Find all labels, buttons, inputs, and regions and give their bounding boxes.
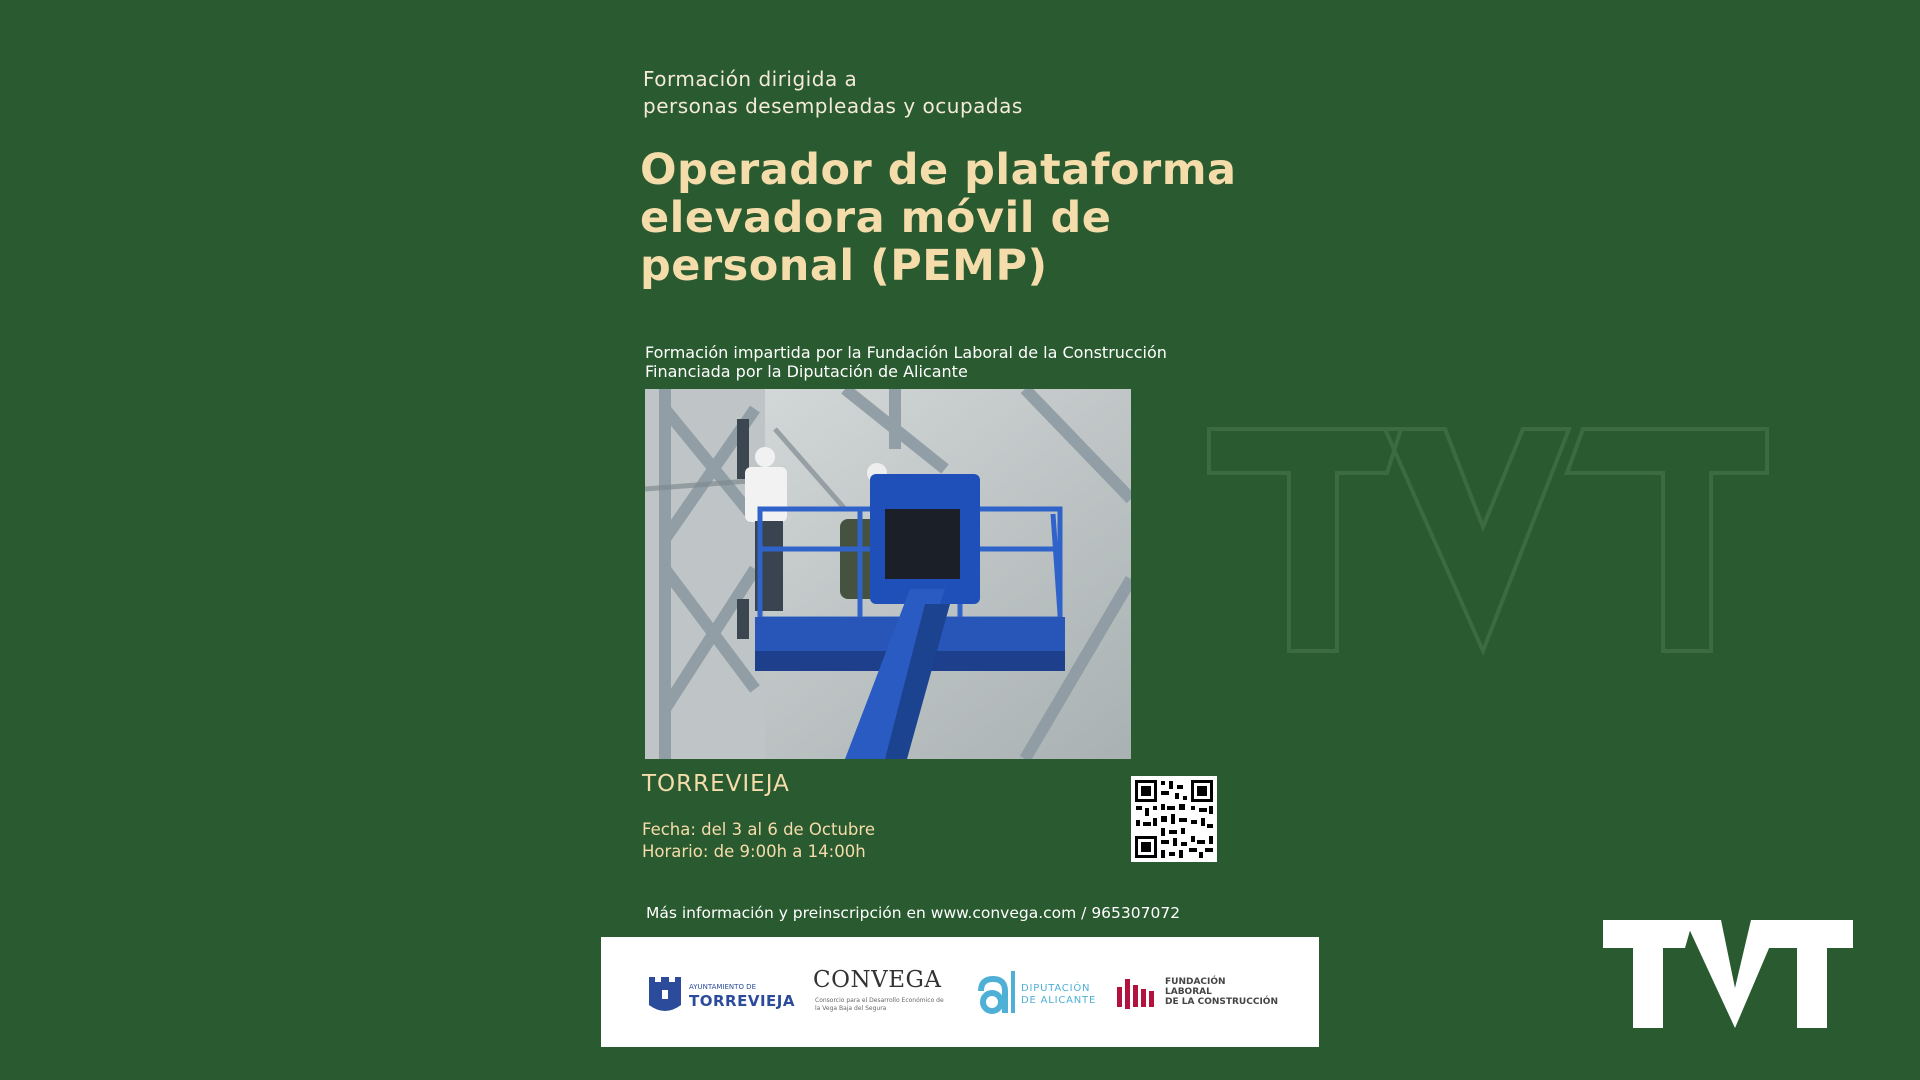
- credits-line-1: Formación impartida por la Fundación Laboral de la Construcción: [645, 343, 1167, 362]
- torrevieja-small-text: AYUNTAMIENTO DE: [689, 983, 756, 991]
- fundacion-laboral-logo: [1117, 977, 1297, 1017]
- torrevieja-logo: [645, 973, 795, 1015]
- location-label: TORREVIEJA: [642, 771, 790, 797]
- diputacion-line-2: DE ALICANTE: [1021, 995, 1097, 1006]
- diputacion-logo: [973, 969, 1098, 1019]
- tvt-watermark: [1205, 425, 1771, 655]
- torrevieja-text: TORREVIEJA: [689, 992, 795, 1010]
- course-dates: Fecha: del 3 al 6 de Octubre: [642, 820, 875, 839]
- diputacion-a-icon: [973, 969, 1017, 1017]
- course-title: [640, 146, 1280, 290]
- diputacion-line-1: DIPUTACIÓN: [1021, 983, 1091, 994]
- credits-text: [645, 343, 1167, 381]
- fundacion-line-1: FUNDACIÓN: [1165, 977, 1226, 987]
- credits-line-2: Financiada por la Diputación de Alicante: [645, 362, 968, 381]
- fundacion-line-3: DE LA CONSTRUCCIÓN: [1165, 997, 1278, 1007]
- convega-logo: [813, 967, 948, 1019]
- target-audience-text: [643, 66, 1023, 120]
- torrevieja-tower-icon: [645, 973, 685, 1015]
- schedule-text: [642, 819, 875, 863]
- more-info-text: Más información y preinscripción en www.convega.com / 965307072: [646, 904, 1181, 922]
- convega-text: CONVEGA: [813, 967, 942, 993]
- intro-line-2: personas desempleadas y ocupadas: [643, 94, 1023, 118]
- aerial-work-platform-photo: [645, 389, 1131, 759]
- qr-code: [1131, 776, 1217, 862]
- tvt-channel-logo: [1603, 918, 1853, 1030]
- intro-line-1: Formación dirigida a: [643, 67, 858, 91]
- title-line-1: Operador de plataforma: [640, 145, 1237, 195]
- fundacion-bars-icon: [1117, 977, 1161, 1011]
- fundacion-line-2: LABORAL: [1165, 987, 1212, 997]
- convega-subtitle: Consorcio para el Desarrollo Económico de la Vega Baja del Segura: [815, 997, 944, 1012]
- course-hours: Horario: de 9:00h a 14:00h: [642, 842, 866, 861]
- sponsor-logos-bar: [601, 937, 1319, 1047]
- title-line-2: elevadora móvil de: [640, 193, 1112, 243]
- title-line-3: personal (PEMP): [640, 241, 1048, 291]
